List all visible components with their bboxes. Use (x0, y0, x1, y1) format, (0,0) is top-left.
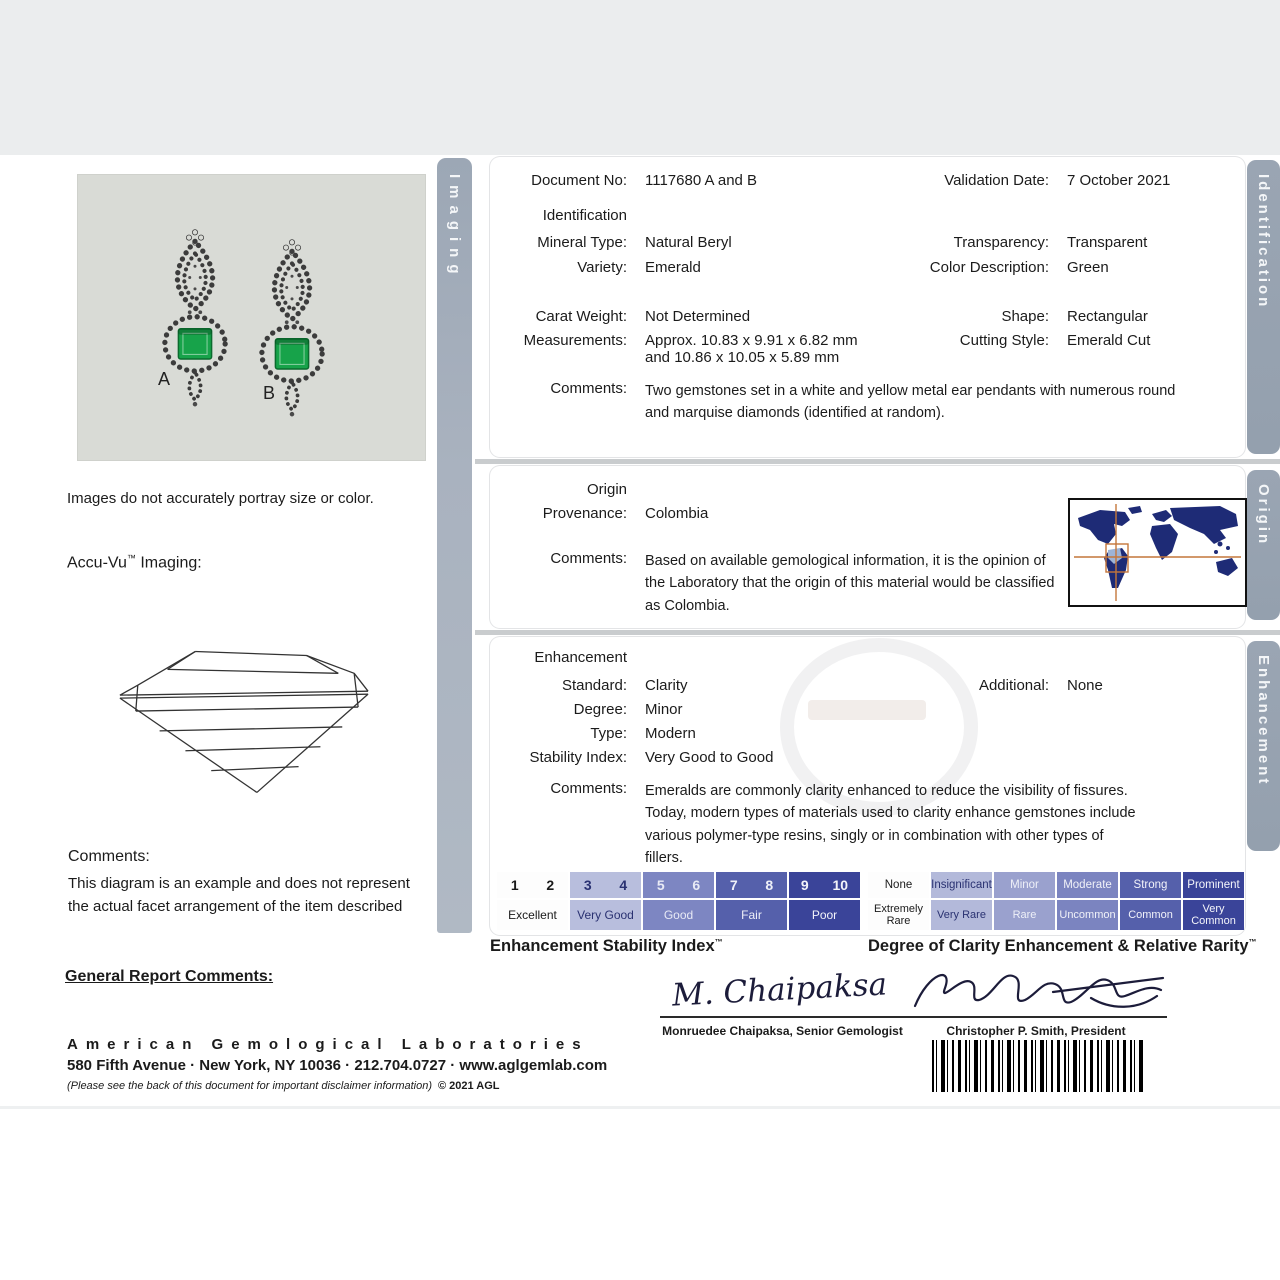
gemologist-name: Monruedee Chaipaksa, Senior Gemologist (662, 1024, 903, 1038)
additional-value: None (1067, 677, 1103, 694)
enhancement-heading: Enhancement (534, 649, 627, 666)
additional-label: Additional: (978, 677, 1049, 694)
scale-cell: 5 6 (643, 872, 714, 898)
scale-cell: Very Good (570, 900, 641, 930)
scale-cell: 7 8 (716, 872, 787, 898)
scale-cell: Prominent (1183, 872, 1244, 898)
color-description-value: Green (1067, 259, 1109, 276)
cutting-style-label: Cutting Style: (959, 332, 1049, 349)
accuvu-heading (67, 553, 202, 572)
enhancement-comments-value: Emeralds are commonly clarity enhanced to reduce the visibility of fissures. Today, modern types of materials used to clarity enhance gemstones include various polymer-type resins, singly or in combination with other types of fillers. (645, 783, 1136, 867)
stone-label-b: B (263, 383, 276, 403)
stability-scale-numbers (497, 872, 860, 898)
identification-comments-value: Two gemstones set in a white and yellow metal ear pendants with numerous round and marquise diamonds (identified at random). (645, 383, 1176, 422)
carat-row (490, 308, 1245, 325)
mineral-type-label: Mineral Type: (537, 234, 627, 251)
scale-cell: 9 10 (789, 872, 860, 898)
rarity-scale (868, 872, 1240, 930)
stability-row (490, 749, 1245, 766)
stability-index-value: Very Good to Good (645, 749, 774, 766)
barcode (932, 1040, 1144, 1092)
scale-cell: 1 2 (497, 872, 568, 898)
transparency-value: Transparent (1067, 234, 1148, 251)
identification-comments-row (490, 380, 1245, 425)
scale-cell: Moderate (1057, 872, 1118, 898)
identification-tab (1247, 160, 1280, 454)
left-comments-text: This diagram is an example and does not represent the actual facet arrangement of the item described (68, 875, 410, 916)
enhancement-comments-row (490, 780, 1245, 870)
identification-comments-label: Comments: (550, 380, 627, 397)
scale-cell: Very Common (1183, 900, 1244, 930)
emerald-stone (178, 329, 211, 359)
enhancement-comments-label: Comments: (550, 780, 627, 797)
copyright-text: © 2021 AGL (438, 1080, 500, 1092)
accuvu-brand: Accu-Vu (67, 554, 127, 572)
scale-cell: Poor (789, 900, 860, 930)
variety-row (490, 259, 1245, 276)
origin-heading-row (490, 481, 1245, 498)
provenance-value: Colombia (645, 505, 709, 522)
signature-line (660, 1016, 905, 1018)
degree-label: Degree: (573, 701, 627, 718)
scale-cell: 3 4 (570, 872, 641, 898)
earring-a-image (146, 213, 244, 425)
scale-cell: Insignificant (931, 872, 992, 898)
section-separator (475, 459, 1280, 464)
emerald-stone (275, 339, 308, 369)
stone-label-a: A (158, 369, 171, 389)
scale-cell: Minor (994, 872, 1055, 898)
scale-cell: Extremely Rare (868, 900, 929, 930)
origin-tab-label: Origin (1255, 484, 1272, 547)
president-signature (905, 964, 1170, 1016)
general-report-comments-heading: General Report Comments: (65, 968, 274, 985)
type-label: Type: (590, 725, 627, 742)
cutting-style-value: Emerald Cut (1067, 332, 1151, 349)
type-row (490, 725, 1245, 742)
mineral-type-value: Natural Beryl (645, 234, 732, 251)
trademark-symbol: ™ (1248, 937, 1257, 947)
rarity-scale-top (868, 872, 1244, 898)
validation-date-label: Validation Date: (944, 172, 1049, 189)
origin-tab (1247, 470, 1280, 620)
stability-index-label: Stability Index: (529, 749, 627, 766)
scale-cell: Very Rare (931, 900, 992, 930)
origin-world-map (1070, 500, 1245, 605)
stability-scale-labels (497, 900, 860, 930)
top-gray-band (0, 0, 1280, 155)
gemologist-signature: M. Chaipaksa (671, 966, 888, 1014)
rarity-scale-title: Degree of Clarity Enhancement & Relative Rarity™ (868, 937, 1257, 955)
standard-value: Clarity (645, 677, 688, 694)
world-map-icon (1070, 500, 1245, 605)
scale-cell: Fair (716, 900, 787, 930)
provenance-label: Provenance: (542, 505, 627, 522)
trademark-symbol: ™ (126, 553, 136, 563)
footer-disclaimer (67, 1080, 500, 1092)
gem-photo-panel (78, 175, 425, 460)
scale-cell: Common (1120, 900, 1181, 930)
document-no-label: Document No: (531, 172, 627, 189)
photo-disclaimer: Images do not accurately portray size or color. (67, 490, 374, 507)
degree-row (490, 701, 1245, 718)
left-comments-label: Comments: (68, 848, 150, 865)
accuvu-rest: Imaging: (135, 554, 202, 572)
page-fold-line (0, 1106, 1280, 1109)
earring-b-image (243, 223, 341, 435)
measurements-row (490, 332, 1245, 366)
lab-name: American Gemological Laboratories (67, 1036, 589, 1053)
document-no-value: 1117680 A and B (645, 172, 758, 189)
shape-value: Rectangular (1067, 308, 1148, 325)
trademark-symbol: ™ (714, 937, 723, 947)
type-value: Modern (645, 725, 696, 742)
signature-line (905, 1016, 1167, 1018)
origin-comments-label: Comments: (550, 550, 627, 567)
degree-value: Minor (645, 701, 683, 718)
scale-cell: None (868, 872, 929, 898)
document-row (490, 172, 1245, 189)
facet-diagram (108, 632, 376, 802)
transparency-label: Transparency: (953, 234, 1049, 251)
scale-cell: Good (643, 900, 714, 930)
lab-address: 580 Fifth Avenue · New York, NY 10036 · 212.704.0727 · www.aglgemlab.com (67, 1057, 608, 1074)
disclaimer-text: (Please see the back of this document for important disclaimer information) (67, 1080, 432, 1092)
scale-cell: Rare (994, 900, 1055, 930)
variety-value: Emerald (645, 259, 701, 276)
rarity-scale-bottom (868, 900, 1244, 930)
scale-cell: Excellent (497, 900, 568, 930)
measurements-line2: and 10.86 x 10.05 x 5.89 mm (645, 349, 840, 366)
mineral-row (490, 234, 1245, 251)
measurements-line1: Approx. 10.83 x 9.91 x 6.82 mm (645, 332, 858, 349)
president-name: Christopher P. Smith, President (946, 1024, 1126, 1038)
measurements-label: Measurements: (523, 332, 627, 349)
identification-heading: Identification (542, 207, 627, 224)
enhancement-tab (1247, 641, 1280, 851)
stability-scale-title: Enhancement Stability Index™ (490, 937, 723, 955)
enhancement-tab-label: Enhancement (1255, 655, 1272, 787)
standard-row (490, 677, 1245, 694)
identification-heading-row (490, 207, 1245, 224)
origin-comments-value: Based on available gemological information, it is the opinion of the Laboratory that the origin of this material would be classified as Colombia. (645, 553, 1055, 614)
carat-weight-value: Not Determined (645, 308, 751, 325)
shape-label: Shape: (1001, 308, 1049, 325)
validation-date-value: 7 October 2021 (1067, 172, 1171, 189)
enhancement-heading-row (490, 649, 1245, 666)
section-separator (475, 630, 1280, 635)
imaging-side-strip (437, 158, 472, 933)
scale-cell: Strong (1120, 872, 1181, 898)
measurements-value (645, 332, 883, 366)
stability-scale (497, 872, 857, 930)
color-description-label: Color Description: (929, 259, 1049, 276)
imaging-tab-label: Imaging (446, 174, 463, 281)
scale-cell: Uncommon (1057, 900, 1118, 930)
origin-heading: Origin (586, 481, 627, 498)
identification-tab-label: Identification (1255, 174, 1272, 310)
carat-weight-label: Carat Weight: (535, 308, 627, 325)
variety-label: Variety: (577, 259, 627, 276)
standard-label: Standard: (561, 677, 627, 694)
